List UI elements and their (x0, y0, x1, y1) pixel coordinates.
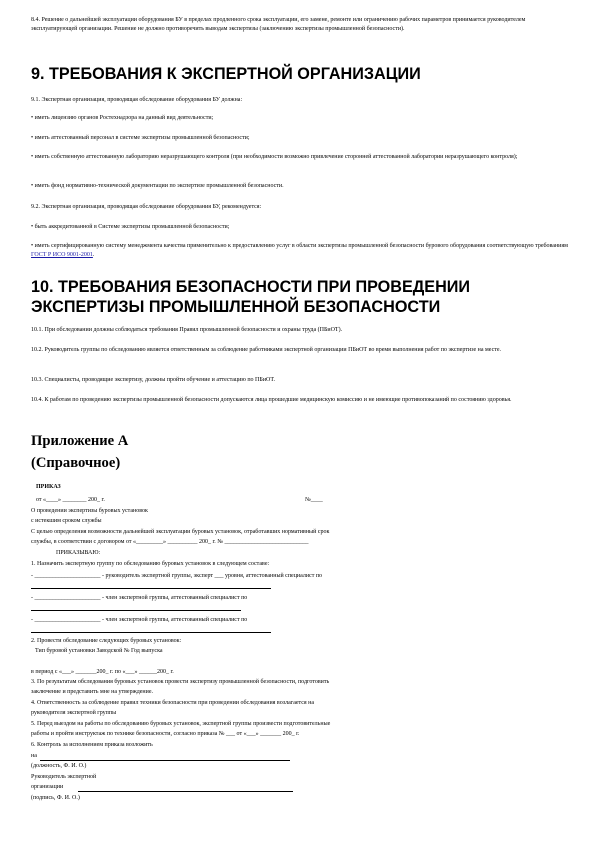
section-9-bullet-5: • быть аккредитованной в Системе экспертизы промышленной безопасности; (31, 224, 230, 230)
section-10-p2: 10.2. Руководитель группы по обследованию является ответственным за соблюдение работниками экспертной организации ПБиОТ во время выполнения работ по экспертизе на месте. (31, 347, 502, 353)
form-line-16: 5. Перед выездом на работы по обследованию буровых установок, экспертной группы произвести подготовительные (31, 721, 331, 727)
form-line-19: на (31, 753, 37, 759)
section-9-p1: 9.1. Экспертная организация, проводящая обследование оборудования БУ должна: (31, 97, 243, 103)
section-9-bullet-3: • иметь собственную аттестованную лабораторию неразрушающего контроля (при необходимости возможно привлечение сторонней аттестованной лаборатории неразрушающего контроля); (31, 154, 518, 160)
form-line-1: О проведении экспертизы буровых установок (31, 508, 148, 514)
form-line-2: с истекшим сроком службы (31, 518, 102, 524)
form-line-14: 4. Ответственность за соблюдение правил техники безопасности при проведении обследования возлагается на (31, 700, 315, 706)
section-10-p4: 10.4. К работам по проведению экспертизы промышленной безопасности допускаются лица прошедшие медицинскую комиссию и не имеющие противопоказаний по состоянию здоровья. (31, 397, 512, 403)
section-9-bullet-4: • иметь фонд нормативно-технической документации по экспертизе промышленной безопасности. (31, 183, 284, 189)
form-line-6: - ______________________ - руководитель экспертной группы, эксперт ___ уровня, аттестованный специалист по (31, 573, 323, 579)
form-line-3: С целью определения возможности дальнейшей эксплуатации буровых установок, отработавших нормативный срок (31, 529, 330, 535)
form-line-5: 1. Назначить экспертную группу по обследованию буровых установок в следующем составе: (31, 561, 270, 567)
form-line-11: в период с «___» _______200_ г. по «___» ______200_ г. (31, 669, 174, 675)
form-line-22: организации (31, 784, 64, 790)
form-number: №____ (305, 497, 323, 503)
form-line-21: Руководитель экспертной (31, 774, 97, 780)
section-9-bullet-1: • иметь лицензию органов Ростехнадзора на данный вид деятельности; (31, 115, 214, 121)
form-rule-4 (40, 760, 290, 761)
form-line-15: руководителя экспертной группы (31, 710, 117, 716)
form-line-18: 6. Контроль за исполнением приказа возложить (31, 742, 153, 748)
form-rule-5 (78, 791, 293, 792)
form-line-12: 3. По результатам обследования буровых установок провести экспертизу промышленной безопасности, подготовить (31, 679, 330, 685)
intro-paragraph: 8.4. Решение о дальнейшей эксплуатации оборудования БУ в пределах продленного срока эксплуатации, его замене, ремонте или ограничению рабочих параметров принимается руководителем эксплуатирующей организации. Решение не должно противоречить выводам экспертизы (заключению экспертизы промышленной безопасности). (31, 17, 526, 33)
form-rule-2 (31, 610, 241, 611)
form-date-line: от «____» ________ 200_ г. (36, 497, 105, 503)
form-line-8: - ______________________ - член экспертной группы, аттестованный специалист по (31, 617, 248, 623)
form-line-17: работы и пройти инструктаж по технике безопасности, согласно приказа № ___ от «___» _______ 200_ г. (31, 731, 300, 737)
form-prikaz-heading: ПРИКАЗ (36, 484, 61, 490)
form-line-4: службы, в соответствии с договором от «_________» __________ 200_ г. № ____________________________ (31, 539, 309, 545)
section-9-title: 9. ТРЕБОВАНИЯ К ЭКСПЕРТНОЙ ОРГАНИЗАЦИИ (31, 65, 421, 83)
form-rule-1 (31, 588, 271, 589)
form-line-13: заключение и представить мне на утверждение. (31, 689, 154, 695)
section-9-p2: 9.2. Экспертная организация, проводящая обследование оборудования БУ, рекомендуется: (31, 204, 262, 210)
section-9-bullet-6: • иметь сертифицированную систему менеджмента качества применительно к предоставлению услуг в области экспертизы промышленной безопасности бурового оборудования соответствующую требованиям ГОСТ Р ИСО 9001-2001. (31, 243, 568, 259)
form-line-23: (подпись, Ф. И. О.) (31, 795, 80, 801)
gost-link[interactable]: ГОСТ Р ИСО 9001-2001 (31, 252, 93, 259)
form-line-10: Тип буровой установки Заводской № Год выпуска (35, 648, 163, 654)
form-prikazyvayu: ПРИКАЗЫВАЮ: (56, 550, 101, 556)
form-line-9: 2. Провести обследование следующих буровых установок: (31, 638, 182, 644)
form-rule-3 (31, 632, 271, 633)
section-10-p1: 10.1. При обследовании должны соблюдаться требования Правил промышленной безопасности и охраны труда (ПБиОТ). (31, 327, 343, 333)
form-line-7: - ______________________ - член экспертной группы, аттестованный специалист по (31, 595, 248, 601)
section-10-p3: 10.3. Специалисты, проводящие экспертизу, должны пройти обучение и аттестацию по ПБиОТ. (31, 377, 275, 383)
section-9-bullet-2: • иметь аттестованный персонал в системе экспертизы промышленной безопасности; (31, 135, 250, 141)
appendix-subtitle: (Справочное) (31, 455, 121, 471)
appendix-title: Приложение А (31, 433, 129, 449)
section-10-title: 10. ТРЕБОВАНИЯ БЕЗОПАСНОСТИ ПРИ ПРОВЕДЕНИИ ЭКСПЕРТИЗЫ ПРОМЫШЛЕННОЙ БЕЗОПАСНОСТИ (31, 278, 471, 316)
form-line-20: (должность, Ф. И. О.) (31, 763, 87, 769)
